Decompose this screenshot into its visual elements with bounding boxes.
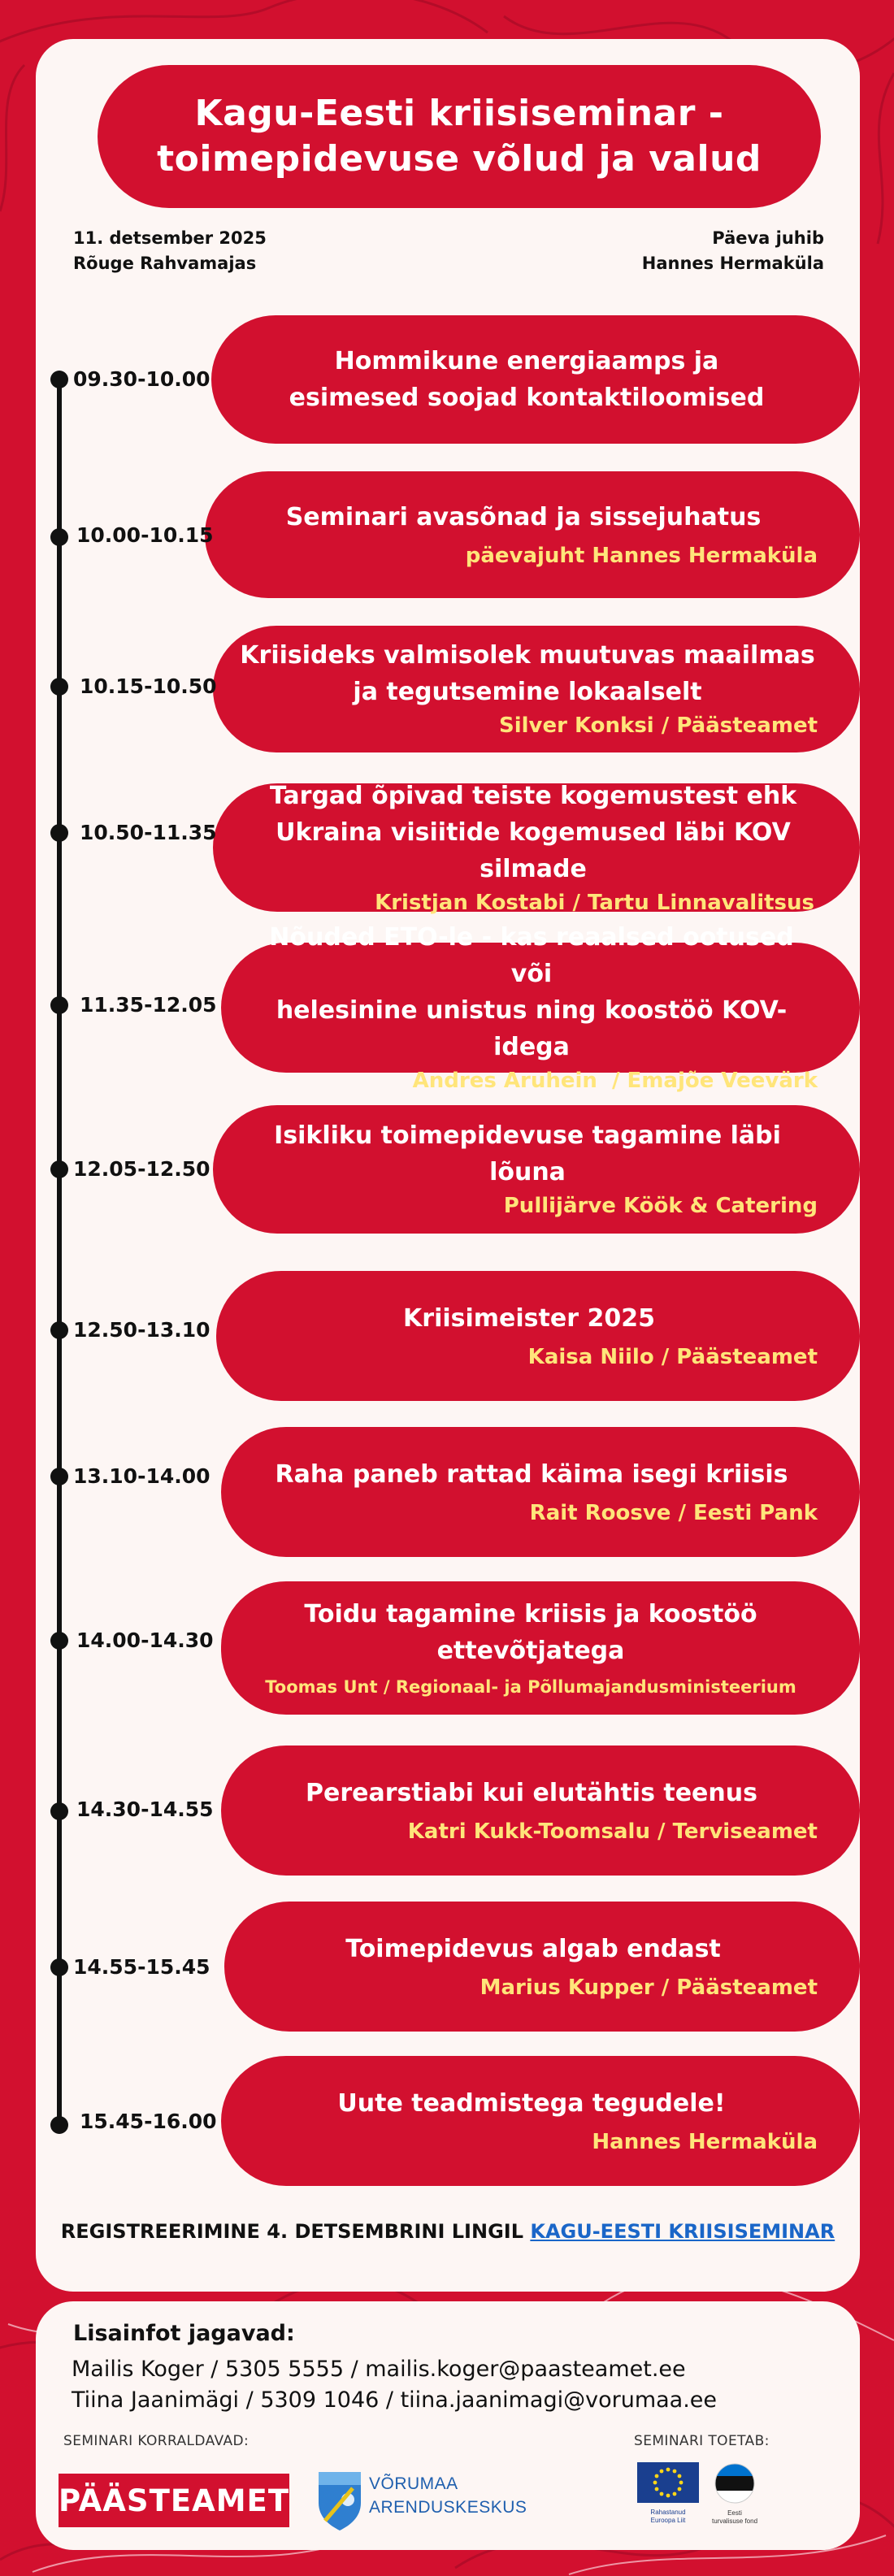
- info-title: Lisainfot jagavad:: [73, 2321, 295, 2346]
- event-date: 11. detsember 2025: [73, 228, 267, 248]
- estonian-fund-logo: [705, 2462, 764, 2529]
- agenda-item: [221, 1581, 860, 1715]
- agenda-speaker: Kristjan Kostabi / Tartu Linnavalitsus: [375, 890, 814, 915]
- agenda-time: 13.10-14.00: [73, 1464, 210, 1488]
- agenda-title-line: Seminari avasõnad ja sissejuhatus: [285, 502, 762, 531]
- agenda-title-line: Perearstiabi kui elutähtis teenus: [306, 1778, 757, 1807]
- contact-line: Mailis Koger / 5305 5555 / mailis.koger@paasteamet.ee: [72, 2357, 686, 2382]
- eu-caption: Rahastanud Euroopa Liit: [650, 2509, 686, 2524]
- estonian-flag-icon: [705, 2462, 764, 2504]
- timeline-dot: [50, 528, 68, 546]
- event-meta-left: [73, 226, 267, 276]
- agenda-title-line: Kriisimeister 2025: [403, 1303, 655, 1333]
- timeline-dot: [50, 1958, 68, 1976]
- registration-notice: [36, 2220, 860, 2243]
- agenda-speaker: Kaisa Niilo / Päästeamet: [527, 1344, 818, 1369]
- agenda-time: 14.00-14.30: [76, 1628, 214, 1652]
- timeline-dot: [50, 824, 68, 842]
- agenda-title-line: Isikliku toimepidevuse tagamine läbi lõuna: [274, 1121, 781, 1186]
- agenda-speaker: Toomas Unt / Regionaal- ja Põllumajandusministeerium: [265, 1677, 796, 1697]
- agenda-item: [205, 471, 860, 598]
- vorumaa-wordmark: VÕRUMAA ARENDUSKESKUS: [369, 2474, 527, 2517]
- agenda-item: [211, 315, 860, 444]
- agenda-item: [216, 1271, 860, 1401]
- agenda-time: 14.55-15.45: [73, 1955, 210, 1979]
- timeline-dot: [50, 1321, 68, 1339]
- agenda-item: [224, 1902, 860, 2032]
- agenda-time: 12.05-12.50: [73, 1157, 210, 1181]
- paasteamet-logo: PÄÄSTEAMET: [59, 2474, 289, 2527]
- contact-line: Tiina Jaanimägi / 5309 1046 / tiina.jaanimagi@vorumaa.ee: [72, 2387, 718, 2413]
- agenda-time: 11.35-12.05: [80, 993, 217, 1017]
- agenda-title-line: Toidu tagamine kriisis ja koostöö: [304, 1600, 757, 1628]
- agenda-title-line: esimesed soojad kontaktiloomised: [289, 384, 765, 412]
- timeline-line: [57, 379, 62, 2126]
- agenda-speaker: Katri Kukk-Toomsalu / Terviseamet: [407, 1819, 818, 1844]
- eu-funding-logo: [637, 2462, 699, 2529]
- timeline-dot: [50, 678, 68, 696]
- timeline-dot: [50, 1160, 68, 1178]
- agenda-time: 15.45-16.00: [80, 2110, 217, 2133]
- agenda-title-line: Targad õpivad teiste kogemustest ehk: [269, 781, 797, 810]
- title-line-1: Kagu-Eesti kriisiseminar -: [194, 93, 724, 134]
- agenda-speaker: Rait Roosve / Eesti Pank: [529, 1500, 818, 1525]
- agenda-item: [213, 626, 860, 752]
- agenda-time: 14.30-14.55: [76, 1798, 214, 1821]
- agenda-title-line: Nõuded ETO-le - kas reaalsed ootused või: [269, 923, 794, 988]
- agenda-title-line: Ukraina visiitide kogemused läbi KOV silmade: [276, 817, 791, 883]
- event-meta-right: [642, 226, 824, 276]
- timeline-dot: [50, 2116, 68, 2134]
- agenda-title-line: ja tegutsemine lokaalselt: [353, 678, 702, 706]
- agenda-item: [221, 2056, 860, 2186]
- eu-flag-icon: [637, 2462, 699, 2503]
- event-venue: Rõuge Rahvamajas: [73, 254, 257, 273]
- vorumaa-logo: [315, 2467, 527, 2535]
- agenda-time: 12.50-13.10: [73, 1318, 210, 1342]
- agenda-title-line: Uute teadmistega tegudele!: [337, 2088, 726, 2118]
- supporters-label: SEMINARI TOETAB:: [634, 2433, 770, 2449]
- host-label: Päeva juhib: [712, 228, 824, 248]
- timeline-dot: [50, 371, 68, 388]
- timeline-dot: [50, 1632, 68, 1650]
- agenda-title-line: Raha paneb rattad käima isegi kriisis: [275, 1459, 788, 1489]
- ee-caption: Eesti turvalisuse fond: [711, 2509, 758, 2525]
- agenda-speaker: päevajuht Hannes Hermaküla: [465, 543, 818, 568]
- agenda-title-line: ettevõtjatega: [436, 1637, 625, 1665]
- registration-link[interactable]: KAGU-EESTI KRIISISEMINAR: [530, 2220, 835, 2243]
- timeline-dot: [50, 1468, 68, 1485]
- agenda-item: [221, 923, 860, 1093]
- agenda-item: [221, 1746, 860, 1876]
- page-title: [98, 65, 821, 208]
- timeline-dot: [50, 1802, 68, 1820]
- agenda-speaker: Marius Kupper / Päästeamet: [480, 1975, 818, 2000]
- agenda-title-line: helesinine unistus ning koostöö KOV-idega: [276, 996, 788, 1061]
- agenda-time: 10.15-10.50: [80, 674, 217, 698]
- agenda-item: [221, 1427, 860, 1557]
- vorumaa-emblem-icon: [315, 2467, 364, 2532]
- agenda-title-line: Toimepidevus algab endast: [345, 1934, 721, 1963]
- organizers-label: SEMINARI KORRALDAVAD:: [63, 2433, 250, 2449]
- title-line-2: toimepidevuse võlud ja valud: [157, 138, 762, 180]
- agenda-speaker: Silver Konksi / Päästeamet: [498, 713, 818, 738]
- host-name: Hannes Hermaküla: [641, 254, 824, 273]
- agenda-time: 09.30-10.00: [73, 367, 210, 391]
- agenda-title-line: Kriisideks valmisolek muutuvas maailmas: [240, 641, 815, 670]
- agenda-time: 10.50-11.35: [80, 821, 217, 844]
- registration-text: REGISTREERIMINE 4. DETSEMBRINI LINGIL: [60, 2220, 523, 2243]
- agenda-title-line: Hommikune energiaamps ja: [334, 347, 719, 375]
- agenda-speaker: Andres Aruhein / Emajõe Veevärk: [412, 1069, 818, 1093]
- agenda-item: [213, 781, 860, 915]
- timeline-dot: [50, 996, 68, 1014]
- agenda-speaker: Hannes Hermaküla: [592, 2129, 818, 2154]
- agenda-item: [213, 1105, 860, 1234]
- agenda-speaker: Pullijärve Köök & Catering: [503, 1194, 818, 1218]
- agenda-time: 10.00-10.15: [76, 523, 214, 547]
